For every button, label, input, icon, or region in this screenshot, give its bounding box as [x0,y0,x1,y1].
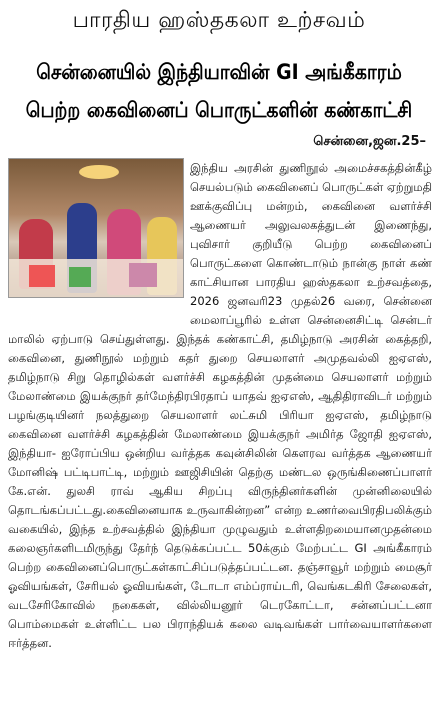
headline-secondary: சென்னையில் இந்தியாவின் GI அங்கீகாரம் [36,60,402,84]
headline-primary: பாரதிய ஹஸ்தகலா உற்சவம் [72,8,366,33]
article-body [8,140,432,653]
article-body-text: இந்திய அரசின் துணிநூல் அமைச்சகத்தின்கீழ் செயல்படும் கைவினைப் பொருட்கள் ஏற்றுமதி ஊக்குவிப்பு மன்றம், கைவினை வளர்ச்சி ஆணையர் அலுவலகத்துடன் இணைந்து, புவிசார் குறியீடு பெற்ற கைவினைப் பொருட்களை கொண்டாடும் நான்கு நாள் கண் காட்சியான பாரதிய ஹஸ்தகலா உற்சவத்தை, 2026 ஜனவரி23 முதல்26 வரை, சென்னை மைலாப்பூரில் உள்ள சென்னைசிட்டி சென்டர் மாலில் ஏற்பாடு செய்துள்ளது. இந்தக் கண்காட்சி, தமிழ்நாடு அரசின் கைத்தறி, கைவினை, துணிநூல் மற்றும் கதர் துறை செயலாளர் அமுதவல்லி ஐஏஎஸ், தமிழ்நாடு சிறு தொழில்கள் வளர்ச்சி கழகத்தின் முதன்மை செயலாளர் மற்றும் மேலாண்மை இயக்குநர் தர்மேந்திரபிரதாப் யாதவ் ஐஏஎஸ், ஆதிதிராவிடர் மற்றும் பழங்குடியினர் நலத்துறை செயலாளர் லட்சுமி பிரியா ஐஏஎஸ், தமிழ்நாடு கைவினை வளர்ச்சி கழகத்தின் மேலாண்மை இயக்குநர் அமிர்த ஜோதி ஐஏஎஸ், இந்தியா- ஐரோப்பிய ஒன்றிய வர்த்தக கவுன்சிலின் கௌரவ வர்த்தக ஆணையர் மோனிஷ் பட்டிபாட்டி, மற்றும் ஊஜிசியின் தெற்கு மண்டல ஒருங்கிணைப்பாளர் கே.என். துலசி ராவ் ஆகிய சிறப்பு விருந்தினர்களின் முன்னிலையில் தொடங்கப்பட்டது.கைவினையாக உருவாகின்றன” என்ற உணர்வைபிரதிபலிக்கும் வகையில், இந்த உற்சவத்தில் இந்தியா முழுவதும் உள்ளதிறமையானமுதன்மை கலைஞர்களிடமிருந்து தேர்ந் தெடுக்கப்பட்ட 50க்கும் மேற்பட்ட GI அங்கீகாரம் பெற்ற கைவினைப்பொருட்கள்காட்சிப்படுத்தப்பட்டன. தஞ்சாவூர் மற்றும் மைசூர் ஓவியங்கள், சேரியல் ஓவியங்கள், டோடா எம்ப்ராய்டரி, வெங்கடகிரி சேலைகள், வடசேரிகோவில் நகைகள், வில்லியனூர் டெரகோட்டா, சன்னப்பட்டனா பொம்மைகள் உள்ளிட்ட பல பிராந்தியக் கலை வடிவங்கள் பார்வையாளர்களை ஈர்த்தன. [8,161,432,650]
headline-tertiary: பெற்ற கைவினைப் பொருட்களின் கண்காட்சி [25,98,413,122]
dateline: சென்னை,ஜன.25– [313,134,426,149]
